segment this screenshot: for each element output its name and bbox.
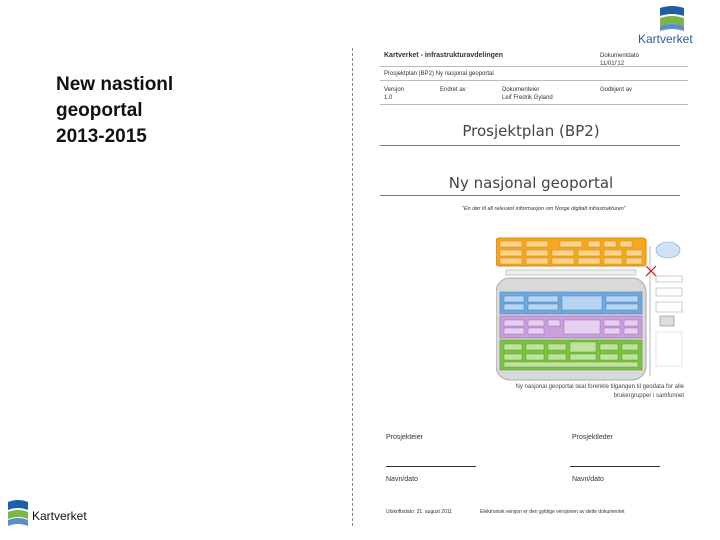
kartverket-wave-icon — [6, 498, 30, 528]
header-approved: Godkjent av — [600, 87, 633, 93]
slide-title-line-3: 2013-2015 — [56, 126, 147, 147]
signature-line — [570, 466, 660, 467]
footer-note: Elektronisk versjon er den gyldige versjonen av dette dokumentet — [480, 509, 625, 515]
header-subtitle: Prosjektplan (BP2) Ny nasjonal geoportal — [384, 71, 494, 77]
kartverket-logo-text: Kartverket — [32, 509, 87, 523]
header-version: Versjon 1.0 — [384, 87, 405, 101]
header-owner: Dokumenteier Leif Fredrik Gyland — [502, 87, 553, 101]
header-date: Dokumentdato 11/01/'12 — [600, 53, 640, 67]
slide-title-line-2: geoportal — [56, 100, 143, 121]
slide-title — [56, 72, 173, 150]
signature-leader-label: Prosjektleder — [572, 434, 613, 441]
slide-title-line-1: New nastionl — [56, 74, 174, 95]
document-title-1: Prosjektplan (BP2) — [462, 122, 600, 140]
kartverket-wave-icon — [632, 4, 712, 34]
document-edge — [352, 48, 353, 526]
header-changed-by: Endret av — [440, 87, 466, 93]
document-title-2: Ny nasjonal geoportal — [448, 174, 614, 192]
signature-owner-label: Prosjekteier — [386, 434, 423, 441]
signature-leader-name-label: Navn/dato — [572, 476, 604, 483]
signature-line — [386, 466, 476, 467]
document-preview — [372, 50, 690, 520]
figure-caption: Ny nasjonal geoportal skal forenkle tilgangen til geodata for alle brukergrupper i samfunnet — [515, 384, 684, 399]
signature-owner-name-label: Navn/dato — [386, 476, 418, 483]
kartverket-logo-top — [632, 4, 712, 48]
kartverket-logo-bottom — [6, 498, 106, 530]
title-rule — [380, 195, 680, 196]
header-org: Kartverket - infrastrukturavdelingen — [384, 52, 504, 59]
architecture-diagram — [496, 236, 686, 386]
document-header — [380, 50, 688, 106]
document-quote: "En dør til all relevant informasjon om Norge digitalt infrastrukturen" — [462, 206, 626, 212]
kartverket-logo-text: Kartverket — [638, 32, 693, 46]
footer-print-date: Utskriftsdato: 31. august 2011 — [386, 509, 453, 515]
title-rule — [380, 145, 680, 146]
